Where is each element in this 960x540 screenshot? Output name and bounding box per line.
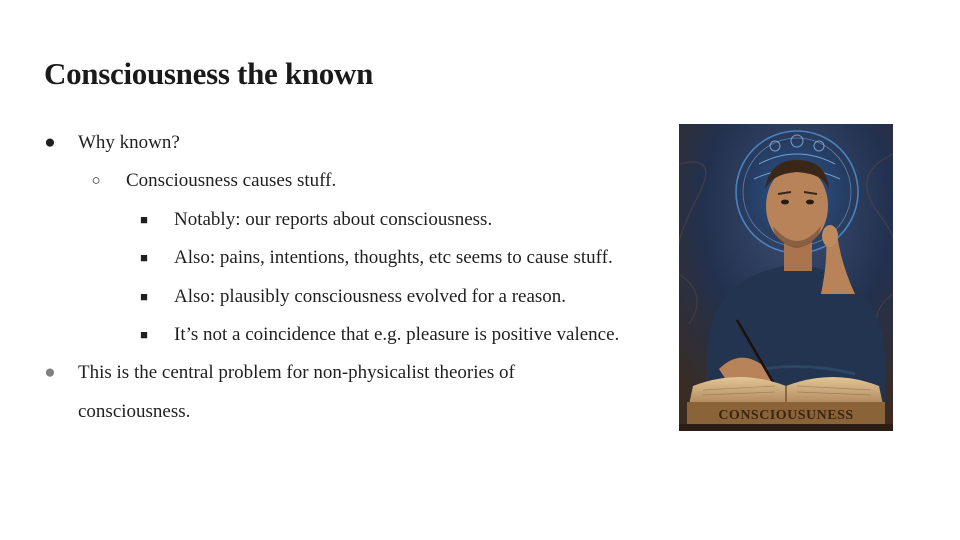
bullet-marker: ■: [140, 250, 148, 266]
bullet-item: [40, 354, 660, 431]
bullet-marker: ●: [44, 132, 56, 153]
bullet-text: It’s not a coincidence that e.g. pleasure is positive valence.: [174, 323, 620, 345]
bullet-marker: ■: [140, 288, 148, 304]
bullet-item: [40, 239, 660, 277]
portrait-illustration: [679, 124, 893, 431]
bullet-marker: ■: [140, 211, 148, 227]
bullet-item: [40, 201, 660, 239]
bullet-marker: ■: [140, 326, 148, 342]
book-label: CONSCIOUSUNESS: [718, 408, 854, 423]
bullet-text: Also: plausibly consciousness evolved for a reason.: [174, 285, 567, 307]
slide-title: Consciousness the known: [44, 56, 374, 91]
bullet-item: [40, 278, 660, 316]
bullet-marker: ○: [91, 173, 101, 190]
bullet-item: [40, 162, 660, 200]
thinker-portrait-image: [679, 124, 893, 431]
bullet-item: [40, 316, 660, 354]
bullet-text: Why known?: [78, 132, 180, 153]
bullet-item: [40, 124, 660, 162]
bullet-list: [40, 124, 660, 431]
bullet-text: This is the central problem for non-physicalist theories of consciousness.: [78, 362, 515, 422]
bullet-marker: ●: [44, 362, 56, 384]
bullet-text: Notably: our reports about consciousness.: [174, 208, 493, 230]
bullet-text: Also: pains, intentions, thoughts, etc seems to cause stuff.: [174, 247, 613, 269]
bullet-text: Consciousness causes stuff.: [126, 170, 337, 192]
